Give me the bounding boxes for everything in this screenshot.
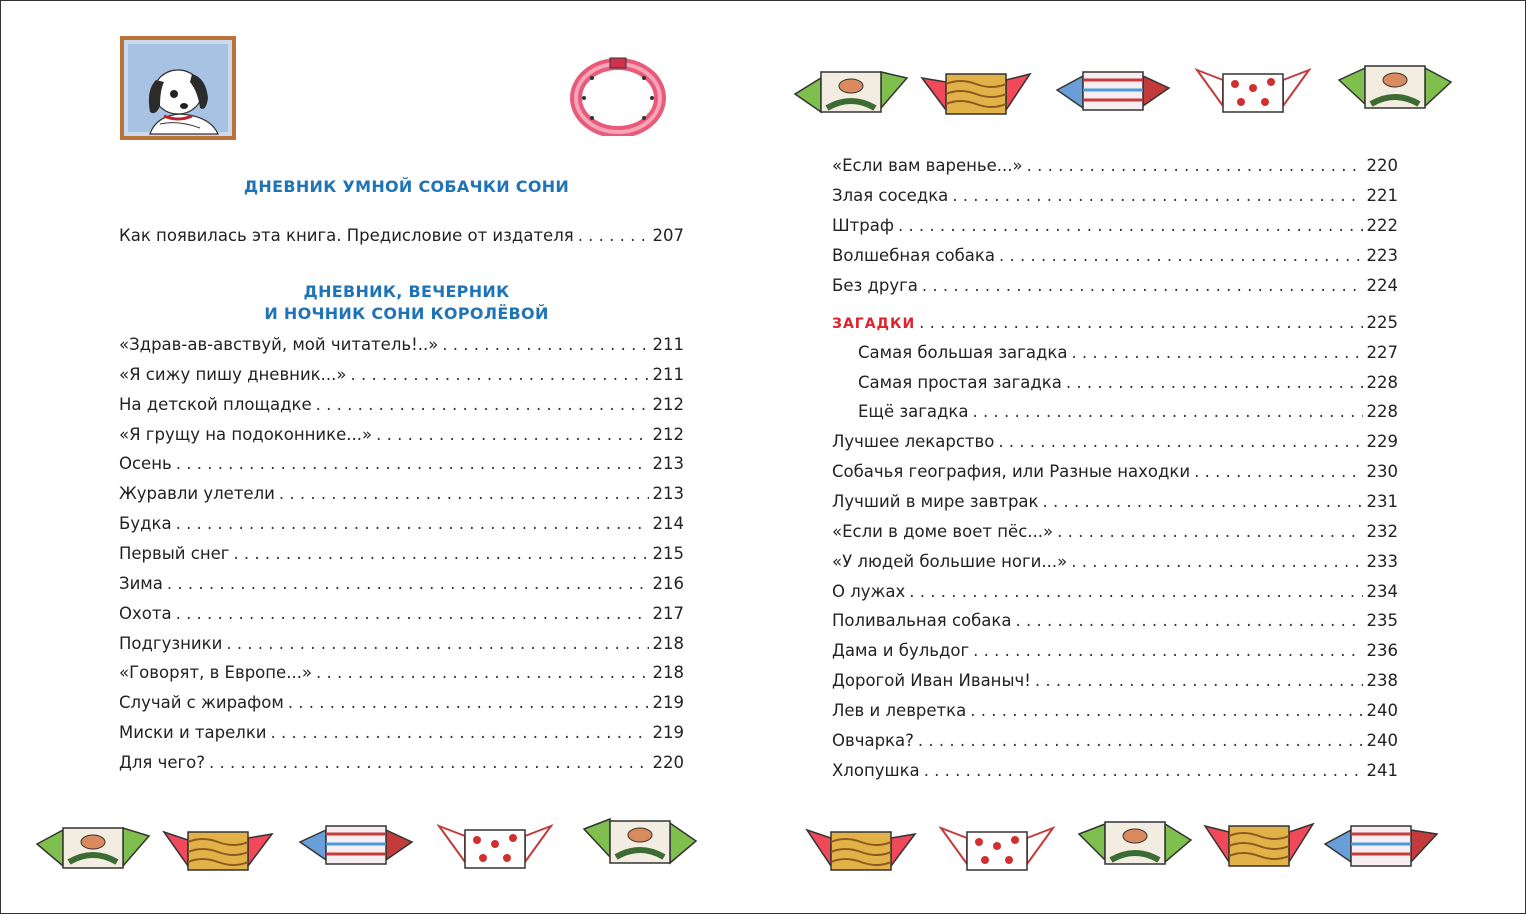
toc-entry-title: Лучшее лекарство (832, 432, 995, 451)
toc-entry[interactable] (832, 246, 1398, 266)
toc-entry[interactable] (832, 552, 1398, 572)
dot-leader (973, 402, 1363, 422)
dot-leader (1043, 492, 1363, 512)
toc-entry-title: Охота (119, 603, 172, 623)
toc-entry[interactable] (119, 574, 684, 594)
toc-entry-title: Ещё загадка (858, 402, 969, 422)
toc-entry-title: «Говорят, в Европе...» (119, 663, 313, 683)
toc-entry-page: 218 (652, 633, 684, 653)
toc-section-riddles[interactable] (832, 313, 1398, 334)
toc-entry-page: 212 (652, 424, 684, 444)
toc-entry[interactable] (832, 156, 1398, 176)
toc-entry-page: 240 (1366, 731, 1398, 750)
candy-striped-icon (1323, 820, 1439, 872)
toc-entry-page: 228 (1366, 372, 1398, 392)
candy-yellow-icon (805, 826, 917, 874)
toc-entry-page: 231 (1366, 491, 1398, 511)
dot-leader (226, 634, 648, 654)
candy-green-icon (35, 822, 151, 872)
toc-entry[interactable] (832, 522, 1398, 542)
candy-yellow-icon (162, 826, 274, 874)
section-heading-diary (150, 281, 663, 325)
toc-entry-page: 228 (1366, 402, 1398, 422)
toc-entry[interactable] (119, 425, 684, 445)
toc-entry[interactable] (119, 365, 684, 385)
toc-entry-page: 215 (652, 543, 684, 563)
toc-entry-title: «Я грущу на подоконнике...» (119, 424, 373, 444)
toc-entry-title: «У людей большие ноги...» (832, 551, 1068, 571)
toc-entry[interactable] (119, 514, 684, 534)
toc-entry-page: 221 (1366, 186, 1398, 205)
dot-leader (279, 484, 649, 504)
toc-entry-page: 229 (1366, 432, 1398, 451)
toc-entry-title: «Если в доме воет пёс...» (832, 521, 1054, 541)
dot-leader (176, 514, 649, 534)
toc-entry-title: Первый снег (119, 543, 230, 563)
toc-entry[interactable] (119, 723, 684, 743)
dot-leader (209, 753, 648, 773)
toc-entry[interactable] (858, 343, 1398, 363)
toc-entry[interactable] (119, 395, 684, 415)
dot-leader (271, 723, 649, 743)
section-heading-diary-line1: ДНЕВНИК, ВЕЧЕРНИК (303, 282, 510, 301)
dot-leader (316, 395, 649, 415)
candy-green-icon (1337, 62, 1453, 114)
toc-entry[interactable] (832, 761, 1398, 781)
toc-entry[interactable] (832, 492, 1398, 512)
toc-entry-page: 234 (1366, 581, 1398, 601)
dot-leader (442, 335, 648, 355)
dot-leader (998, 432, 1362, 452)
toc-entry[interactable] (119, 484, 684, 504)
toc-entry-title: Без друга (832, 276, 918, 295)
toc-entry-page: 223 (1366, 246, 1398, 265)
toc-entry-page: 222 (1366, 216, 1398, 235)
toc-entry[interactable] (119, 604, 684, 624)
toc-entry-page: 227 (1366, 343, 1398, 362)
dot-leader (1057, 522, 1362, 542)
toc-entry[interactable] (832, 186, 1398, 206)
toc-entry-page: 211 (652, 335, 684, 354)
dot-leader (1194, 462, 1362, 482)
toc-entry-title: Самая простая загадка (858, 372, 1062, 392)
dot-leader (952, 186, 1362, 206)
toc-entry[interactable] (119, 663, 684, 683)
toc-entry-page: 236 (1366, 641, 1398, 661)
toc-entry-title: Овчарка? (832, 731, 914, 750)
dot-leader (1066, 373, 1363, 393)
toc-entry-page: 217 (652, 603, 684, 623)
toc-entry-title: Волшебная собака (832, 246, 995, 265)
toc-entry-title: Злая соседка (832, 186, 949, 205)
dot-leader (922, 276, 1363, 296)
toc-entry-page: 233 (1366, 551, 1398, 571)
toc-entry-page: 212 (652, 394, 684, 414)
toc-entry-title: Самая большая загадка (858, 343, 1068, 362)
toc-entry[interactable] (832, 276, 1398, 296)
toc-entry[interactable] (832, 462, 1398, 482)
dot-leader (176, 454, 649, 474)
toc-entry[interactable] (858, 402, 1398, 422)
candy-green-icon (1077, 818, 1193, 870)
dot-leader (316, 663, 648, 683)
toc-entry-title: «Я сижу пишу дневник...» (119, 364, 347, 384)
toc-entry[interactable] (832, 731, 1398, 751)
candy-striped-icon (298, 820, 414, 870)
candy-yellow-icon (1203, 820, 1315, 870)
toc-entry-title: О лужах (832, 581, 906, 601)
dot-leader (233, 544, 648, 564)
toc-entry-title: Журавли улетели (119, 484, 275, 504)
toc-entry[interactable] (119, 544, 684, 564)
toc-entry-title: Лев и левретка (832, 701, 967, 721)
toc-entry-title: Штраф (832, 216, 894, 235)
candy-green-icon (582, 815, 698, 869)
dot-leader (350, 365, 648, 385)
toc-entry[interactable] (832, 611, 1398, 631)
toc-entry-title: Дорогой Иван Иваныч! (832, 671, 1031, 691)
toc-entry-title: Будка (119, 514, 172, 534)
candy-yellow-icon (920, 68, 1032, 118)
dot-leader (909, 582, 1362, 602)
toc-entry-title: Поливальная собака (832, 611, 1012, 631)
candy-polka-dot-icon (1195, 66, 1311, 116)
toc-entry-title: Подгузники (119, 633, 223, 653)
toc-entry[interactable] (832, 582, 1398, 602)
toc-entry[interactable] (832, 641, 1398, 661)
toc-entry-page: 224 (1366, 276, 1398, 295)
toc-entry[interactable] (119, 454, 684, 474)
dot-leader (1071, 343, 1362, 363)
toc-entry[interactable] (858, 373, 1398, 393)
dot-leader (167, 574, 649, 594)
toc-entry[interactable] (119, 634, 684, 654)
toc-entry-title: Осень (119, 454, 172, 474)
toc-entry-title: На детской площадке (119, 394, 312, 414)
section-heading-diary-line2: И НОЧНИК СОНИ КОРОЛЁВОЙ (264, 304, 549, 323)
dot-leader (999, 246, 1363, 266)
dot-leader (176, 604, 649, 624)
toc-entry-page: 211 (652, 364, 684, 384)
dot-leader (973, 641, 1362, 661)
toc-entry-title: Зима (119, 573, 163, 593)
candy-striped-icon (1055, 66, 1171, 116)
candy-polka-dot-icon (437, 822, 553, 872)
toc-entry-page: 207 (652, 226, 684, 245)
toc-entry-page: 220 (652, 752, 684, 772)
dot-leader (376, 425, 648, 445)
toc-entry-page: 241 (1366, 760, 1398, 780)
candy-green-icon (793, 68, 909, 118)
dot-leader (288, 693, 649, 713)
toc-entry-title: Случай с жирафом (119, 693, 284, 713)
toc-entry-page: 219 (652, 693, 684, 713)
toc-entry-page: 225 (1366, 313, 1398, 332)
toc-entry-page: 214 (652, 514, 684, 534)
toc-entry-page: 213 (652, 484, 684, 504)
toc-entry-page: 219 (652, 723, 684, 743)
dot-leader (970, 701, 1362, 721)
dot-leader (1035, 671, 1363, 691)
toc-entry-title: Миски и тарелки (119, 723, 267, 743)
toc-entry[interactable] (832, 432, 1398, 452)
toc-entry-page: 218 (652, 663, 684, 683)
toc-entry-preface[interactable] (119, 226, 684, 246)
toc-entry-title: Дама и бульдог (832, 641, 970, 661)
toc-entry-title: Лучший в мире завтрак (832, 491, 1039, 511)
toc-entry-title: «Здрав-ав-авствуй, мой читатель!..» (119, 335, 439, 354)
toc-entry-page: 230 (1366, 461, 1398, 481)
pink-dog-collar-illustration (570, 56, 666, 136)
dot-leader (578, 226, 649, 246)
toc-entry-page: 232 (1366, 521, 1398, 541)
toc-entry-page: 213 (652, 454, 684, 474)
toc-entry-title: «Если вам варенье...» (832, 156, 1023, 175)
dot-leader (919, 313, 1362, 333)
toc-entry[interactable] (832, 701, 1398, 721)
toc-entry-page: 240 (1366, 701, 1398, 721)
toc-entry-page: 220 (1366, 156, 1398, 175)
dot-leader (1015, 611, 1362, 631)
toc-entry-page: 216 (652, 573, 684, 593)
toc-entry-title: Собачья география, или Разные находки (832, 461, 1191, 481)
dot-leader (1027, 156, 1363, 176)
toc-entry-title: Для чего? (119, 752, 206, 772)
riddles-heading: ЗАГАДКИ (832, 316, 916, 332)
toc-entry-page: 235 (1366, 611, 1398, 631)
dog-portrait-illustration (120, 36, 236, 140)
toc-entry-page: 238 (1366, 671, 1398, 691)
section-heading-main: ДНЕВНИК УМНОЙ СОБАЧКИ СОНИ (243, 177, 570, 196)
toc-entry[interactable] (119, 335, 684, 355)
toc-entry-title: Хлопушка (832, 760, 920, 780)
toc-entry[interactable] (119, 693, 684, 713)
dot-leader (918, 731, 1363, 751)
toc-entry[interactable] (832, 216, 1398, 236)
dot-leader (1071, 552, 1362, 572)
dot-leader (924, 761, 1363, 781)
toc-entry-title: Как появилась эта книга. Предисловие от издателя (119, 226, 574, 245)
candy-polka-dot-icon (939, 824, 1055, 874)
dot-leader (898, 216, 1363, 236)
toc-entry[interactable] (119, 753, 684, 773)
toc-entry[interactable] (832, 671, 1398, 691)
